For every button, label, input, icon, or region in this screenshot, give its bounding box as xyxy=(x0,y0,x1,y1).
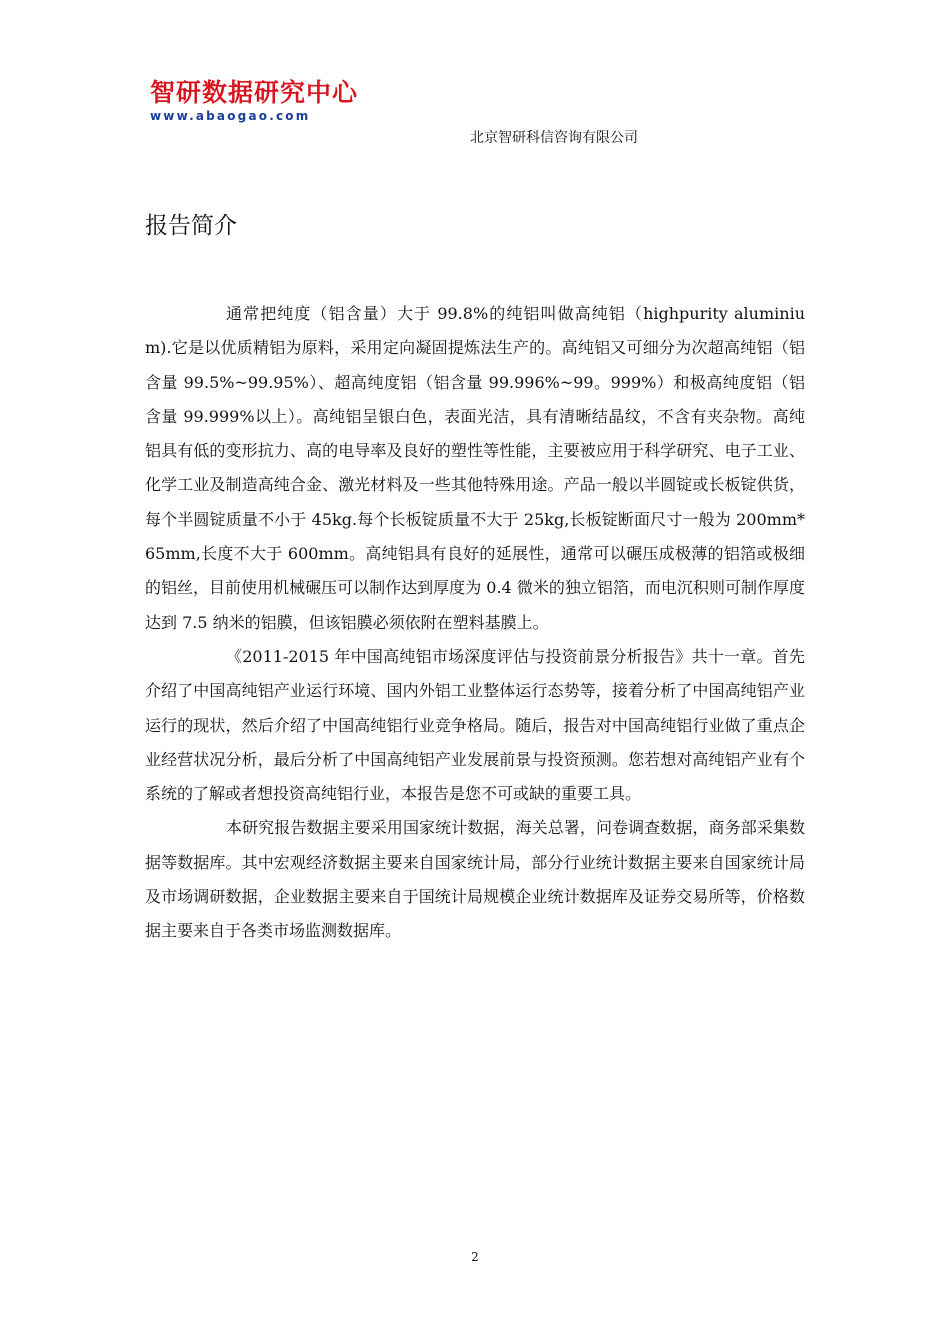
page-number: 2 xyxy=(471,1250,479,1264)
logo-url: www.abaogao.com xyxy=(150,109,311,123)
paragraph-report-overview: 《2011-2015 年中国高纯铝市场深度评估与投资前景分析报告》共十一章。首先介绍了中国高纯铝产业运行环境、国内外铝工业整体运行态势等，接着分析了中国高纯铝产业运行的现状，然后介绍了中国高纯铝行业竞争格局。随后，报告对中国高纯铝行业做了重点企业经营状况分析，最后分析了中国高纯铝产业发展前景与投资预测。您若想对高纯铝产业有个系统的了解或者想投资高纯铝行业，本报告是您不可或缺的重要工具。 xyxy=(145,646,805,804)
section-title: 报告简介 xyxy=(145,213,237,239)
paragraph-intro: 通常把纯度（铝含量）大于 99.8%的纯铝叫做高纯铝（highpurity aluminium).它是以优质精铝为原料，采用定向凝固提炼法生产的。高纯铝又可细分为次超高纯铝（铝含量 99.5%~99.95%）、超高纯度铝（铝含量 99.996%~99。999%）和极高纯度铝（铝含量 99.999%以上）。高纯铝呈银白色，表面光洁，具有清晰结晶纹，不含有夹杂物。高纯铝具有低的变形抗力、高的电导率及良好的塑性等性能，主要被应用于科学研究、电子工业、化学工业及制造高纯合金、激光材料及一些其他特殊用途。产品一般以半圆锭或长板锭供货，每个半圆锭质量不小于 45kg.每个长板锭质量不大于 25kg,长板锭断面尺寸一般为 200mm*65mm,长度不大于 600mm。高纯铝具有良好的延展性，通常可以碾压成极薄的铝箔或极细的铝丝，目前使用机械碾压可以制作达到厚度为 0.4 微米的独立铝箔，而电沉积则可制作厚度达到 7.5 纳米的铝膜，但该铝膜必须依附在塑料基膜上。 xyxy=(145,304,805,632)
report-body xyxy=(145,297,805,949)
company-logo xyxy=(150,78,360,123)
logo-title: 智研数据研究中心 xyxy=(150,78,359,107)
company-name: 北京智研科信咨询有限公司 xyxy=(470,130,638,146)
paragraph-data-sources: 本研究报告数据主要采用国家统计数据，海关总署，问卷调查数据，商务部采集数据等数据库。其中宏观经济数据主要来自国家统计局，部分行业统计数据主要来自国家统计局及市场调研数据，企业数据主要来自于国统计局规模企业统计数据库及证券交易所等，价格数据主要来自于各类市场监测数据库。 xyxy=(145,818,805,941)
